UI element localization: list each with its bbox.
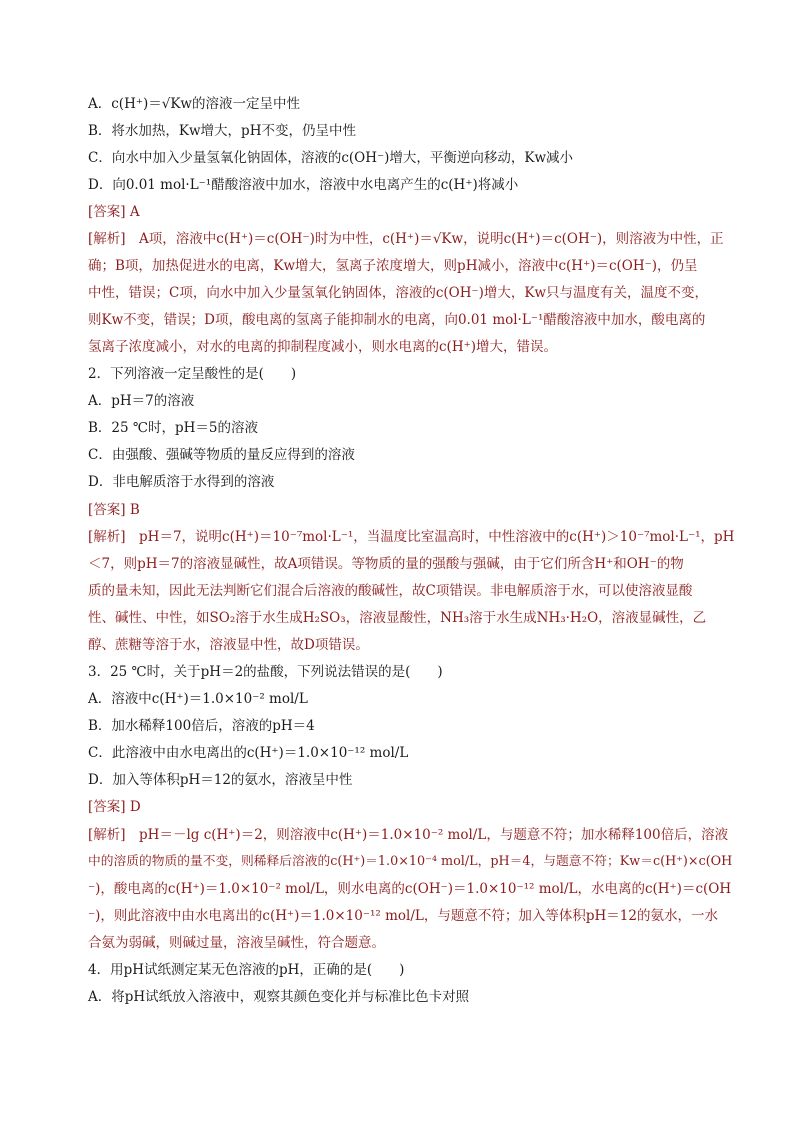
option-a-q3: A．溶液中c(H⁺)＝1.0×10⁻² mol/L xyxy=(88,691,308,707)
explanation-q3-line1: [解析] pH＝－lg c(H⁺)＝2，则溶液中c(H⁺)＝1.0×10⁻² mol/L，与题意不符；加水稀释100倍后，溶液 xyxy=(88,827,729,843)
option-a-q4: A．将pH试纸放入溶液中，观察其颜色变化并与标准比色卡对照 xyxy=(88,989,470,1005)
explanation-q1-line1: [解析] A项，溶液中c(H⁺)＝c(OH⁻)时为中性，c(H⁺)＝√Kw，说明c(H⁺)＝c(OH⁻)，则溶液为中性，正 xyxy=(88,231,724,247)
question-2: 2．下列溶液一定呈酸性的是( ) xyxy=(88,366,297,382)
explanation-q2-line4: 性、碱性、中性，如SO₂溶于水生成H₂SO₃，溶液显酸性，NH₃溶于水生成NH₃·H₂O，溶液显碱性，乙 xyxy=(88,610,707,626)
explanation-q1-line4: 则Kw不变，错误；D项，酸电离的氢离子能抑制水的电离，向0.01 mol·L⁻¹醋酸溶液中加水，酸电离的 xyxy=(88,312,706,328)
answer-q2: [答案] B xyxy=(88,502,140,518)
question-4: 4．用pH试纸测定某无色溶液的pH，正确的是( ) xyxy=(88,962,405,978)
explanation-q2-line2: ＜7，则pH＝7的溶液显碱性，故A项错误。等物质的量的强酸与强碱，由于它们所含H⁺和OH⁻的物 xyxy=(88,556,684,572)
explanation-q3-line4: ⁻)，则此溶液中由水电离出的c(H⁺)＝1.0×10⁻¹² mol/L，与题意不符；加入等体积pH＝12的氨水，一水 xyxy=(88,908,718,924)
option-c-q3: C．此溶液中由水电离出的c(H⁺)＝1.0×10⁻¹² mol/L xyxy=(88,745,409,761)
explanation-q3-line3: ⁻)，酸电离的c(H⁺)＝1.0×10⁻² mol/L，则水电离的c(OH⁻)＝1.0×10⁻¹² mol/L，水电离的c(H⁺)＝c(OH xyxy=(88,881,732,897)
answer-q3: [答案] D xyxy=(88,799,141,815)
explanation-q1-line5: 氢离子浓度减小，对水的电离的抑制程度减小，则水电离的c(H⁺)增大，错误。 xyxy=(88,339,557,355)
explanation-q3-line5: 合氨为弱碱，则碱过量，溶液呈碱性，符合题意。 xyxy=(88,935,385,951)
option-d-q2: D．非电解质溶于水得到的溶液 xyxy=(88,474,275,490)
option-a-q2: A．pH＝7的溶液 xyxy=(88,393,195,409)
option-b-q2: B．25 ℃时，pH＝5的溶液 xyxy=(88,420,258,436)
explanation-q3-line2: 中的溶质的物质的量不变，则稀释后溶液的c(H⁺)＝1.0×10⁻⁴ mol/L，pH＝4，与题意不符；Kw＝c(H⁺)×c(OH xyxy=(88,854,733,869)
option-c-q1: C．向水中加入少量氢氧化钠固体，溶液的c(OH⁻)增大，平衡逆向移动，Kw减小 xyxy=(88,150,574,166)
explanation-q2-line5: 醇、蔗糖等溶于水，溶液显中性，故D项错误。 xyxy=(88,637,369,653)
explanation-q2-line1: [解析] pH＝7，说明c(H⁺)＝10⁻⁷mol·L⁻¹，当温度比室温高时，中性溶液中的c(H⁺)＞10⁻⁷mol·L⁻¹，pH xyxy=(88,529,735,545)
explanation-q1-line3: 中性，错误；C项，向水中加入少量氢氧化钠固体，溶液的c(OH⁻)增大，Kw只与温度有关，温度不变， xyxy=(88,285,709,301)
option-d-q3: D．加入等体积pH＝12的氨水，溶液呈中性 xyxy=(88,772,353,788)
question-3: 3．25 ℃时，关于pH＝2的盐酸，下列说法错误的是( ) xyxy=(88,664,443,680)
option-b-q3: B．加水稀释100倍后，溶液的pH＝4 xyxy=(88,718,315,734)
option-c-q2: C．由强酸、强碱等物质的量反应得到的溶液 xyxy=(88,447,355,463)
answer-q1: [答案] A xyxy=(88,204,140,220)
option-b-q1: B．将水加热，Kw增大，pH不变，仍呈中性 xyxy=(88,123,356,139)
option-a-q1: A．c(H⁺)＝√Kw的溶液一定呈中性 xyxy=(88,96,300,112)
explanation-q2-line3: 质的量未知，因此无法判断它们混合后溶液的酸碱性，故C项错误。非电解质溶于水，可以使溶液显酸 xyxy=(88,583,693,599)
option-d-q1: D．向0.01 mol·L⁻¹醋酸溶液中加水，溶液中水电离产生的c(H⁺)将减小 xyxy=(88,177,519,193)
explanation-q1-line2: 确；B项，加热促进水的电离，Kw增大，氢离子浓度增大，则pH减小，溶液中c(H⁺)＝c(OH⁻)，仍呈 xyxy=(88,258,698,274)
